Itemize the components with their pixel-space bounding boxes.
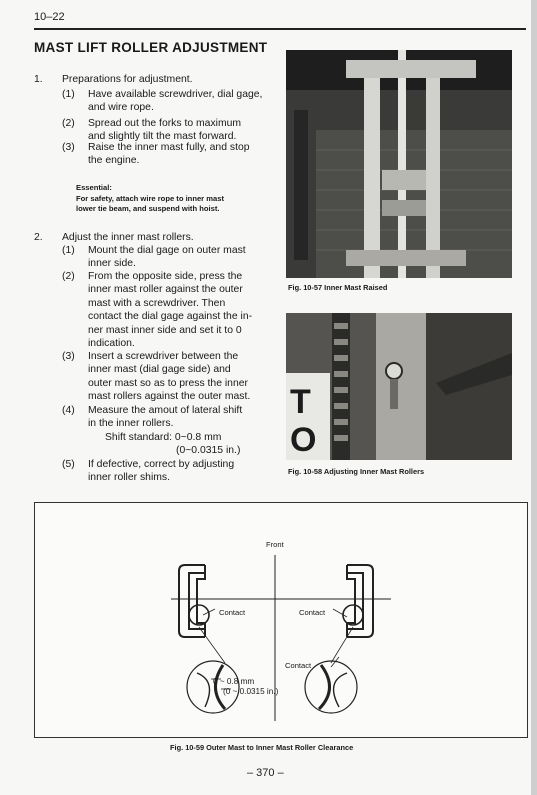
page-number: 10–22 — [34, 11, 65, 23]
substep-line: outer mast so as to press the inner — [88, 377, 248, 389]
step-title: Adjust the inner mast rollers. — [62, 232, 194, 243]
substep-line: and wire rope. — [88, 102, 154, 114]
photo-inner-mast-raised — [286, 50, 512, 278]
clearance-diagram-drawing — [35, 503, 527, 737]
substep-line: inner side. — [88, 258, 136, 270]
shift-standard: Shift standard: 0~0.8 mm — [105, 431, 222, 443]
contact-label-right: Contact — [299, 608, 326, 617]
essential-line: lower tie beam, and suspend with hoist. — [76, 204, 220, 213]
substep-line: Measure the amout of lateral shift — [88, 405, 243, 416]
essential-note — [76, 183, 224, 215]
substep-line: Insert a screwdriver between the — [88, 351, 239, 362]
substep-line: Raise the inner mast fully, and stop — [88, 142, 250, 153]
clearance-inch-label: (0 ~ 0.0315 in.) — [223, 687, 279, 696]
substep-number: (2) — [62, 118, 75, 129]
contact-label-left: Contact — [219, 608, 246, 617]
substep-line: in the inner rollers. — [88, 418, 174, 430]
front-label: Front — [266, 540, 284, 549]
substep-number: (1) — [62, 89, 75, 100]
substep-number: (1) — [62, 245, 75, 256]
essential-label: Essential: — [76, 183, 112, 192]
roller-photo-illustration — [286, 313, 512, 460]
substep-line: and slightly tilt the mast forward. — [88, 131, 237, 143]
substep-line: inner roller shims. — [88, 472, 170, 484]
substep-line: contact the dial gage against the in- — [88, 311, 253, 323]
step-number: 2. — [34, 232, 43, 243]
shift-standard-inch: (0~0.0315 in.) — [176, 445, 241, 457]
substep-line: ner mast inner side and set it to 0 — [88, 324, 242, 336]
step-title: Preparations for adjustment. — [62, 74, 193, 85]
substep-number: (3) — [62, 142, 75, 153]
substep-line: mast rollers against the outer mast. — [88, 391, 251, 403]
essential-line: For safety, attach wire rope to inner mast — [76, 193, 224, 203]
clearance-mm-label: 0 ~ 0.8 mm — [213, 677, 255, 686]
substep-line: the engine. — [88, 155, 140, 167]
photo-adjusting-rollers — [286, 313, 512, 460]
substep-number: (3) — [62, 351, 75, 362]
step-number: 1. — [34, 74, 43, 85]
section-title: MAST LIFT ROLLER ADJUSTMENT — [34, 40, 268, 55]
figure-caption: Fig. 10-59 Outer Mast to Inner Mast Roller Clearance — [170, 743, 354, 752]
substep-number: (4) — [62, 405, 75, 416]
page-edge — [531, 0, 537, 795]
toy-lettering: T — [290, 383, 311, 421]
figure-caption: Fig. 10-57 Inner Mast Raised — [288, 283, 388, 292]
substep-line: inner mast roller against the outer — [88, 284, 243, 296]
substep-line: indication. — [88, 338, 135, 350]
clearance-diagram — [34, 502, 528, 738]
substep-number: (5) — [62, 459, 75, 470]
figure-caption: Fig. 10-58 Adjusting Inner Mast Rollers — [288, 467, 425, 476]
substep-line: Spread out the forks to maximum — [88, 118, 242, 129]
right-detail-rail — [319, 665, 330, 709]
left-mast-channel — [179, 565, 205, 637]
substep-line: mast with a screwdriver. Then — [88, 297, 226, 309]
substep-line: Have available screwdriver, dial gage, — [88, 89, 263, 100]
right-mast-channel — [347, 565, 373, 637]
substep-line: From the opposite side, press the — [88, 271, 243, 282]
header-rule — [34, 28, 526, 30]
substep-number: (2) — [62, 271, 75, 282]
dial-gage — [386, 363, 402, 379]
substep-line: If defective, correct by adjusting — [88, 459, 235, 470]
substep-line: Mount the dial gage on outer mast — [88, 245, 246, 256]
contact-label-bottom: Contact — [285, 661, 312, 670]
substep-line: inner mast (dial gage side) and — [88, 364, 231, 376]
mast-photo-illustration — [286, 50, 512, 278]
toy-lettering: O — [290, 421, 317, 459]
page-footer: – 370 – — [247, 767, 284, 779]
